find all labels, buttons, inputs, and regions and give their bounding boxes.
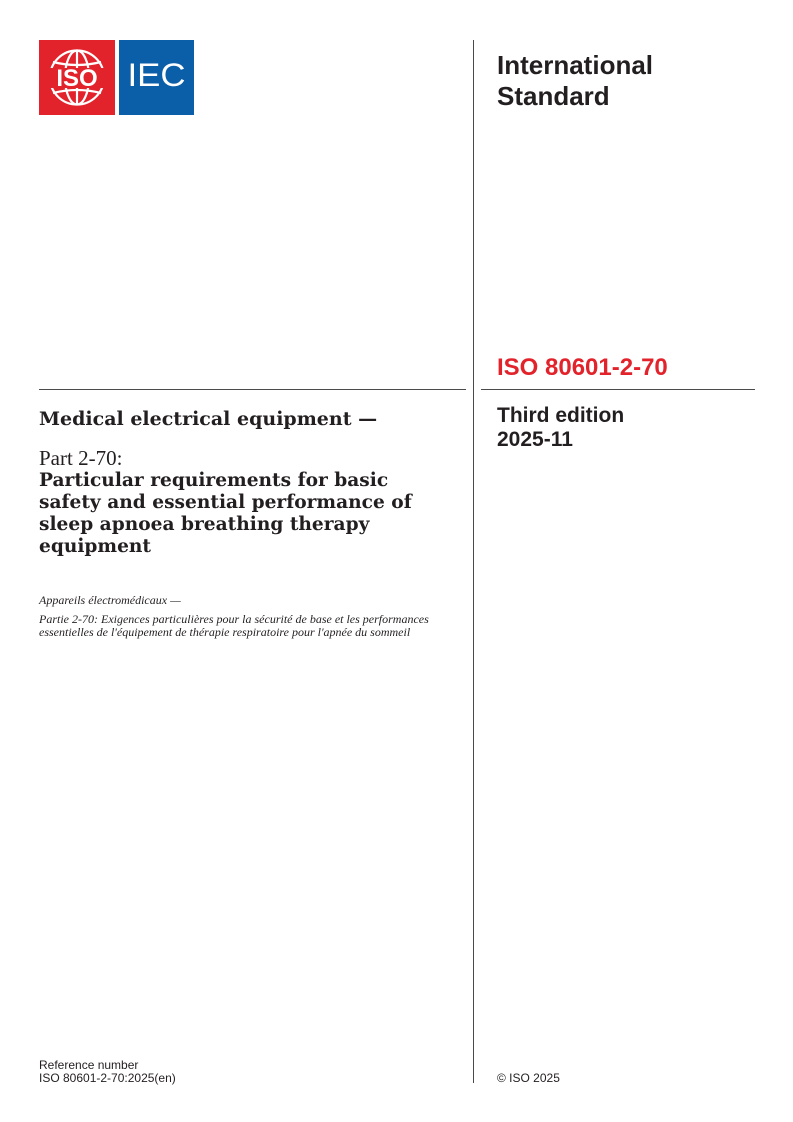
document-type [497,50,757,112]
iso-logo [39,40,115,115]
document-type-line1: International [497,50,654,80]
main-title: Medical electrical equipment — [39,408,378,430]
french-main-title: Appareils électromédicaux — [39,593,181,607]
horizontal-divider-left [39,389,466,390]
horizontal-divider-right [481,389,755,390]
document-type-line2: Standard [497,81,610,111]
iec-logo-text: IEC [127,57,186,93]
standard-number: ISO 80601-2-70 [497,354,668,381]
edition-label: Third edition [497,404,625,427]
edition-block [497,404,757,452]
edition-date: 2025-11 [497,428,573,451]
french-part-title: Partie 2-70: Exigences particulières pour la sécurité de base et les performances essentielles de l'équipement de thérapie respiratoire pour l'apnée du sommeil [39,612,429,639]
iso-logo-text: ISO [56,65,98,92]
part-label: Part 2-70: [39,446,123,470]
copyright: © ISO 2025 [497,1071,560,1085]
part-title: Particular requirements for basic safety and essential performance of sleep apnoea breathing therapy equipment [39,470,412,557]
iec-logo [119,40,194,115]
iec-mark-icon [119,40,194,115]
reference-label: Reference number [39,1058,139,1072]
vertical-divider [473,40,474,1083]
reference-number: ISO 80601-2-70:2025(en) [39,1071,176,1085]
iso-globe-icon [39,40,115,115]
